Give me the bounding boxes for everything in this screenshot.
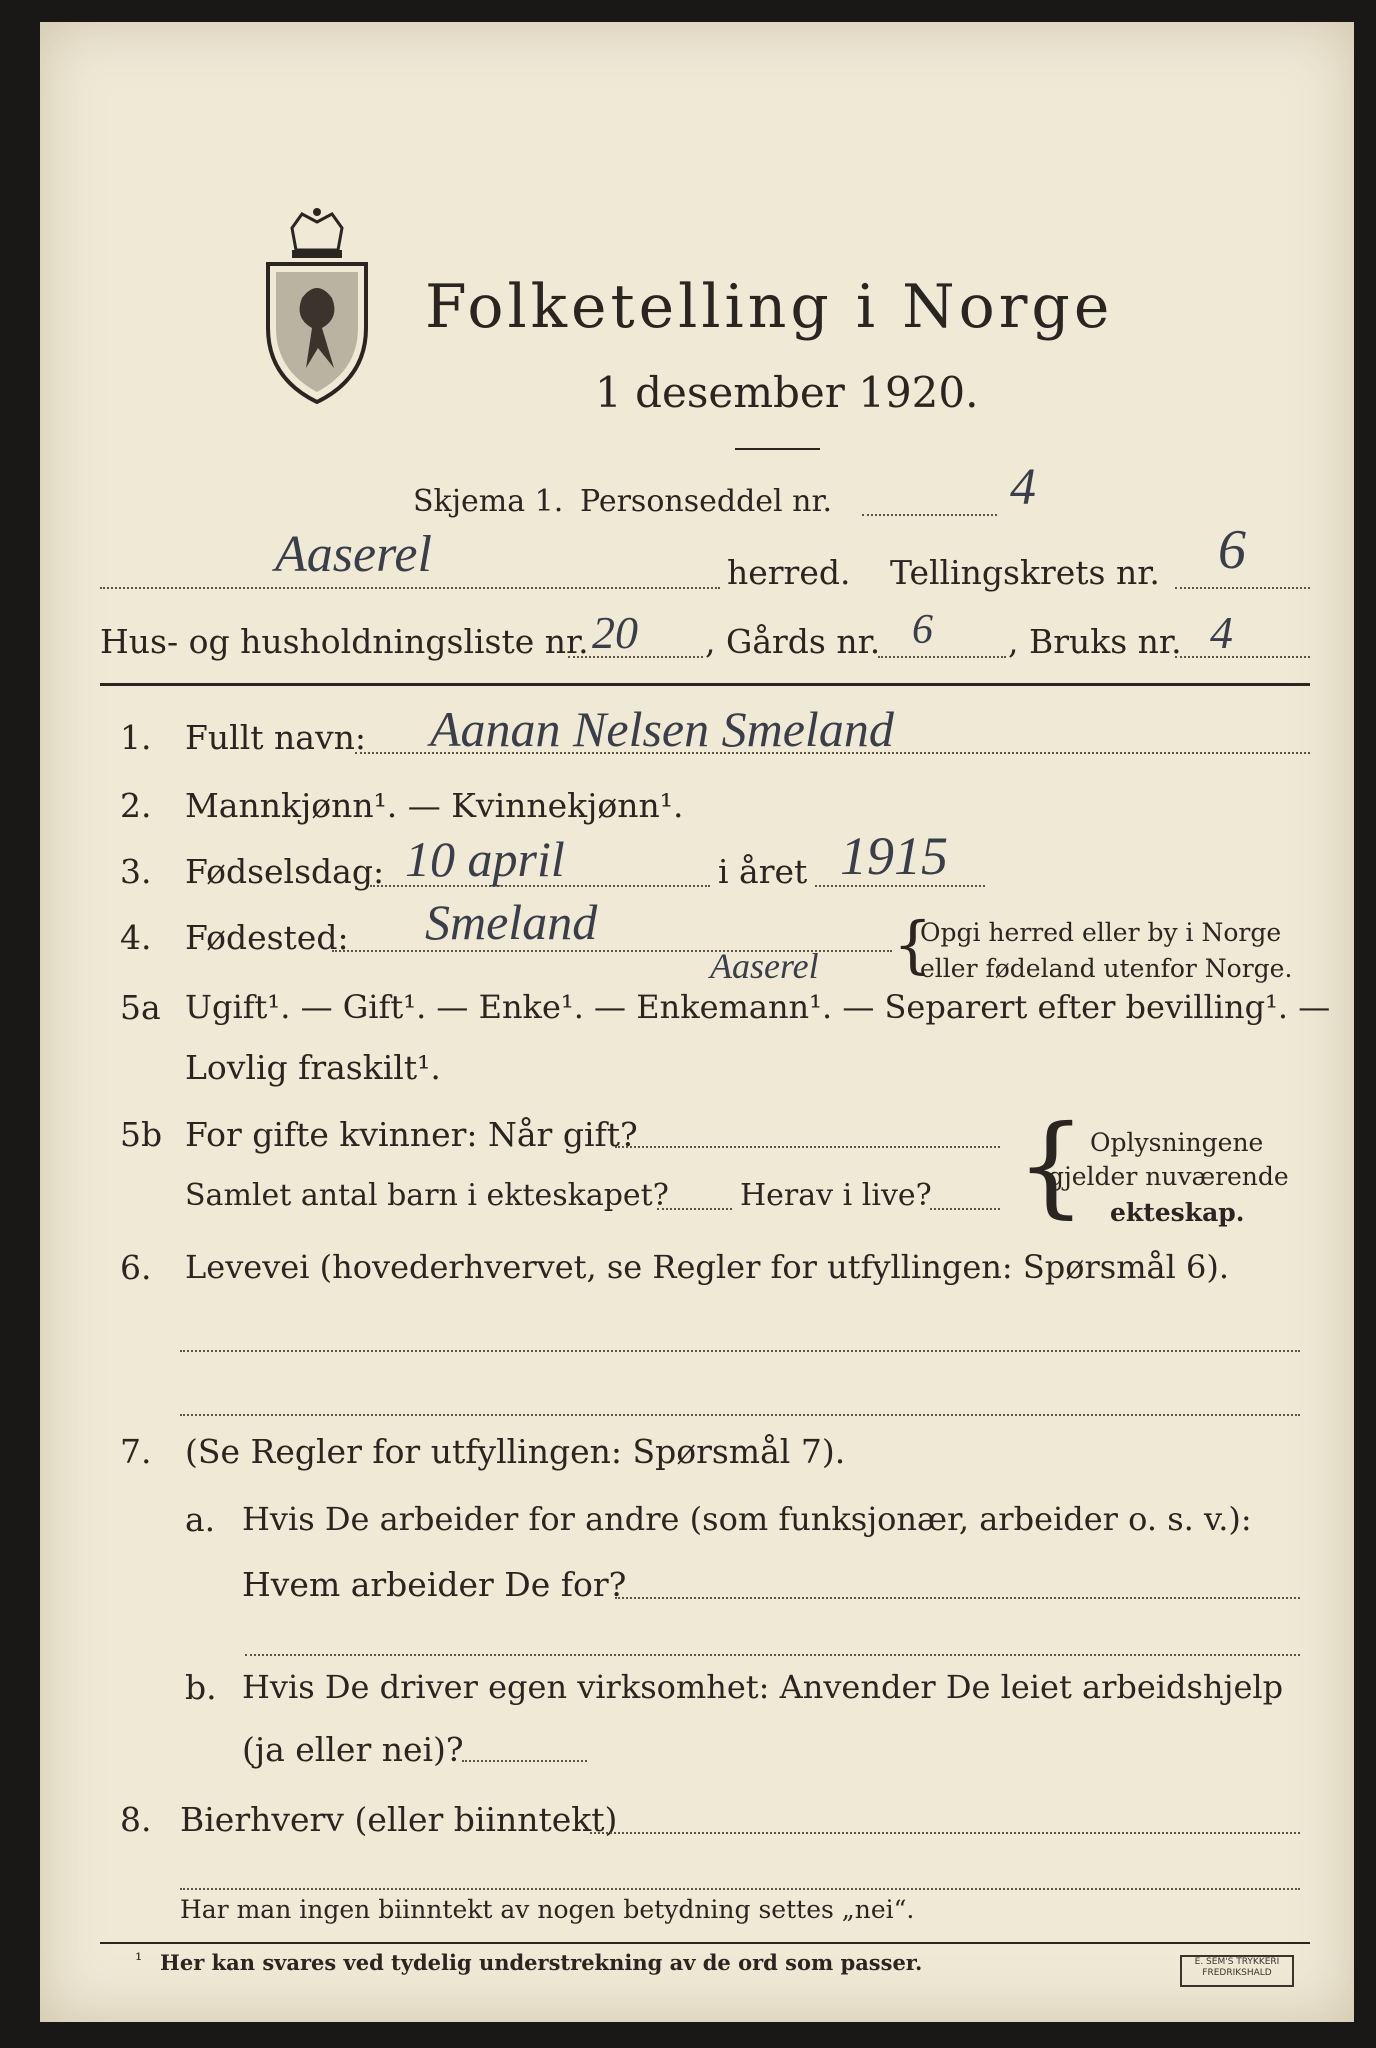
q8-line-1 bbox=[590, 1832, 1300, 1834]
bruks-line bbox=[1175, 656, 1310, 658]
q6-label: Levevei (hovederhvervet, se Regler for utfyllingen: Spørsmål 6). bbox=[185, 1248, 1230, 1286]
q1-value: Aanan Nelsen Smeland bbox=[430, 701, 894, 757]
q5b-line-2b: Herav i live? bbox=[740, 1178, 932, 1213]
q5b-children-line bbox=[657, 1208, 732, 1210]
bruks-label: , Bruks nr. bbox=[1008, 622, 1182, 661]
printer-stamp: E. SEM'S TRYKKERI FREDRIKSHALD bbox=[1180, 1955, 1294, 1987]
bruks-value: 4 bbox=[1210, 607, 1233, 658]
q7-label: (Se Regler for utfyllingen: Spørsmål 7). bbox=[185, 1432, 846, 1471]
personseddel-value: 4 bbox=[1010, 459, 1036, 516]
q4-value: Smeland bbox=[425, 894, 598, 950]
tellingskrets-label: Tellingskrets nr. bbox=[890, 553, 1160, 592]
q7a-line-2: Hvem arbeider De for? bbox=[242, 1565, 627, 1604]
q7b-answer-line bbox=[462, 1760, 587, 1762]
q7a-employer-line-1 bbox=[615, 1597, 1300, 1599]
q5a-line-2: Lovlig fraskilt¹. bbox=[185, 1048, 441, 1087]
q5b-note-1: Oplysningene bbox=[1090, 1128, 1264, 1157]
q3-year-label: i året bbox=[718, 852, 808, 891]
q5b-alive-line bbox=[930, 1208, 1000, 1210]
tellingskrets-value: 6 bbox=[1218, 519, 1246, 581]
q2-number: 2. bbox=[120, 786, 152, 825]
q5a-line-1: Ugift¹. — Gift¹. — Enke¹. — Enkemann¹. — Separert efter bevilling¹. — bbox=[185, 988, 1331, 1026]
gards-label: , Gårds nr. bbox=[705, 622, 881, 661]
q7b-line-1: Hvis De driver egen virksomhet: Anvender De leiet arbeidshjelp bbox=[242, 1668, 1284, 1706]
q8-label: Bierhverv (eller biinntekt) bbox=[180, 1800, 618, 1839]
q5b-brace: { bbox=[1016, 1101, 1086, 1229]
q4-note-2: eller fødeland utenfor Norge. bbox=[920, 954, 1293, 983]
divider bbox=[735, 448, 820, 450]
q5b-line-2a: Samlet antal barn i ekteskapet? bbox=[185, 1178, 669, 1213]
q5b-married-line bbox=[615, 1146, 1000, 1148]
herred-value: Aaserel bbox=[275, 526, 432, 583]
q1-label: Fullt navn: bbox=[185, 718, 366, 757]
q6-line-2 bbox=[180, 1414, 1300, 1416]
footnote-text: Her kan svares ved tydelig understrekning av de ord som passer. bbox=[160, 1950, 923, 1975]
herred-label: herred. bbox=[727, 553, 851, 592]
q5b-note-2: gjelder nuværende bbox=[1048, 1162, 1289, 1191]
gards-value: 6 bbox=[912, 607, 933, 653]
q7a-letter: a. bbox=[185, 1500, 216, 1539]
q3-value: 10 april bbox=[405, 831, 565, 887]
herred-line bbox=[100, 587, 720, 589]
gards-line bbox=[878, 656, 1006, 658]
q8-line-2 bbox=[180, 1888, 1300, 1890]
q3-year-value: 1915 bbox=[840, 826, 948, 886]
q6-line-1 bbox=[180, 1350, 1300, 1352]
q7b-letter: b. bbox=[185, 1668, 217, 1707]
q6-number: 6. bbox=[120, 1248, 152, 1287]
q5a-number: 5a bbox=[120, 988, 161, 1027]
footnote-mark: ¹ bbox=[135, 1950, 143, 1971]
q8-number: 8. bbox=[120, 1800, 152, 1839]
skjema-label: Skjema 1. bbox=[413, 484, 564, 519]
q1-number: 1. bbox=[120, 718, 152, 757]
q3-label: Fødselsdag: bbox=[185, 852, 385, 891]
q4-note-1: Opgi herred eller by i Norge bbox=[920, 918, 1282, 947]
q3-number: 3. bbox=[120, 852, 152, 891]
personseddel-label: Personseddel nr. bbox=[580, 484, 833, 519]
personseddel-line bbox=[862, 514, 997, 516]
q4-label: Fødested: bbox=[185, 918, 349, 957]
q8-note: Har man ingen biinntekt av nogen betydning settes „nei“. bbox=[180, 1895, 915, 1924]
q2-label: Mannkjønn¹. — Kvinnekjønn¹. bbox=[185, 786, 684, 825]
q5b-note-3: ekteskap. bbox=[1110, 1198, 1245, 1227]
q7a-line-1: Hvis De arbeider for andre (som funksjonær, arbeider o. s. v.): bbox=[242, 1500, 1252, 1538]
q5b-line-1: For gifte kvinner: Når gift? bbox=[185, 1115, 638, 1154]
q4-value-2: Aaserel bbox=[710, 946, 819, 986]
q7b-line-2: (ja eller nei)? bbox=[242, 1730, 464, 1769]
norwegian-coat-of-arms-icon bbox=[262, 208, 372, 404]
form-date: 1 desember 1920. bbox=[595, 368, 979, 417]
header-rule bbox=[100, 683, 1310, 686]
q7-number: 7. bbox=[120, 1432, 152, 1471]
q4-brace: { bbox=[893, 908, 933, 981]
husliste-value: 20 bbox=[592, 607, 638, 658]
q5b-number: 5b bbox=[120, 1115, 163, 1154]
husliste-label: Hus- og husholdningsliste nr. bbox=[100, 622, 589, 661]
q4-number: 4. bbox=[120, 918, 152, 957]
footer-rule bbox=[100, 1942, 1310, 1944]
form-title: Folketelling i Norge bbox=[425, 272, 1114, 342]
q7a-employer-line-2 bbox=[245, 1654, 1300, 1656]
tellingskrets-line bbox=[1175, 587, 1310, 589]
